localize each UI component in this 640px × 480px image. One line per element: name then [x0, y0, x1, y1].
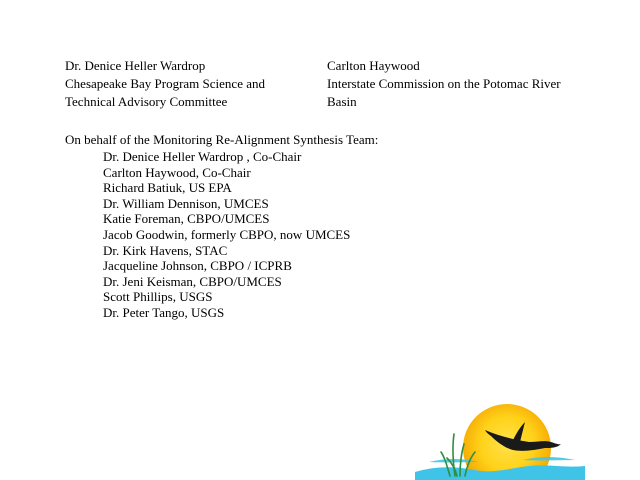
team-member: Dr. Jeni Keisman, CBPO/UMCES [103, 273, 282, 289]
team-member: Jacqueline Johnson, CBPO / ICPRB [103, 258, 292, 274]
signatory-affiliation: Technical Advisory Committee [65, 94, 228, 109]
sun-goose-logo-icon [415, 396, 585, 480]
signatory-affiliation: Interstate Commission on the Potomac River [327, 76, 561, 91]
team-member: Jacob Goodwin, formerly CBPO, now UMCES [103, 226, 351, 242]
team-member: Scott Phillips, USGS [103, 289, 213, 305]
signatory-name: Dr. Denice Heller Wardrop [65, 58, 206, 73]
signatory-left [65, 57, 315, 111]
team-member-list [103, 149, 350, 321]
signatory-name: Carlton Haywood [327, 58, 420, 73]
team-member: Carlton Haywood, Co-Chair [103, 164, 251, 180]
signatory-affiliation: Chesapeake Bay Program Science and [65, 76, 265, 91]
team-member: Richard Batiuk, US EPA [103, 180, 232, 196]
team-member: Dr. Denice Heller Wardrop , Co-Chair [103, 149, 302, 164]
signatory-affiliation: Basin [327, 94, 357, 109]
signatory-right [327, 57, 587, 111]
team-member: Katie Foreman, CBPO/UMCES [103, 211, 270, 227]
team-member: Dr. Kirk Havens, STAC [103, 242, 228, 258]
team-member: Dr. William Dennison, UMCES [103, 195, 269, 211]
team-member: Dr. Peter Tango, USGS [103, 304, 225, 320]
team-intro: On behalf of the Monitoring Re-Alignment Synthesis Team: [65, 132, 379, 147]
